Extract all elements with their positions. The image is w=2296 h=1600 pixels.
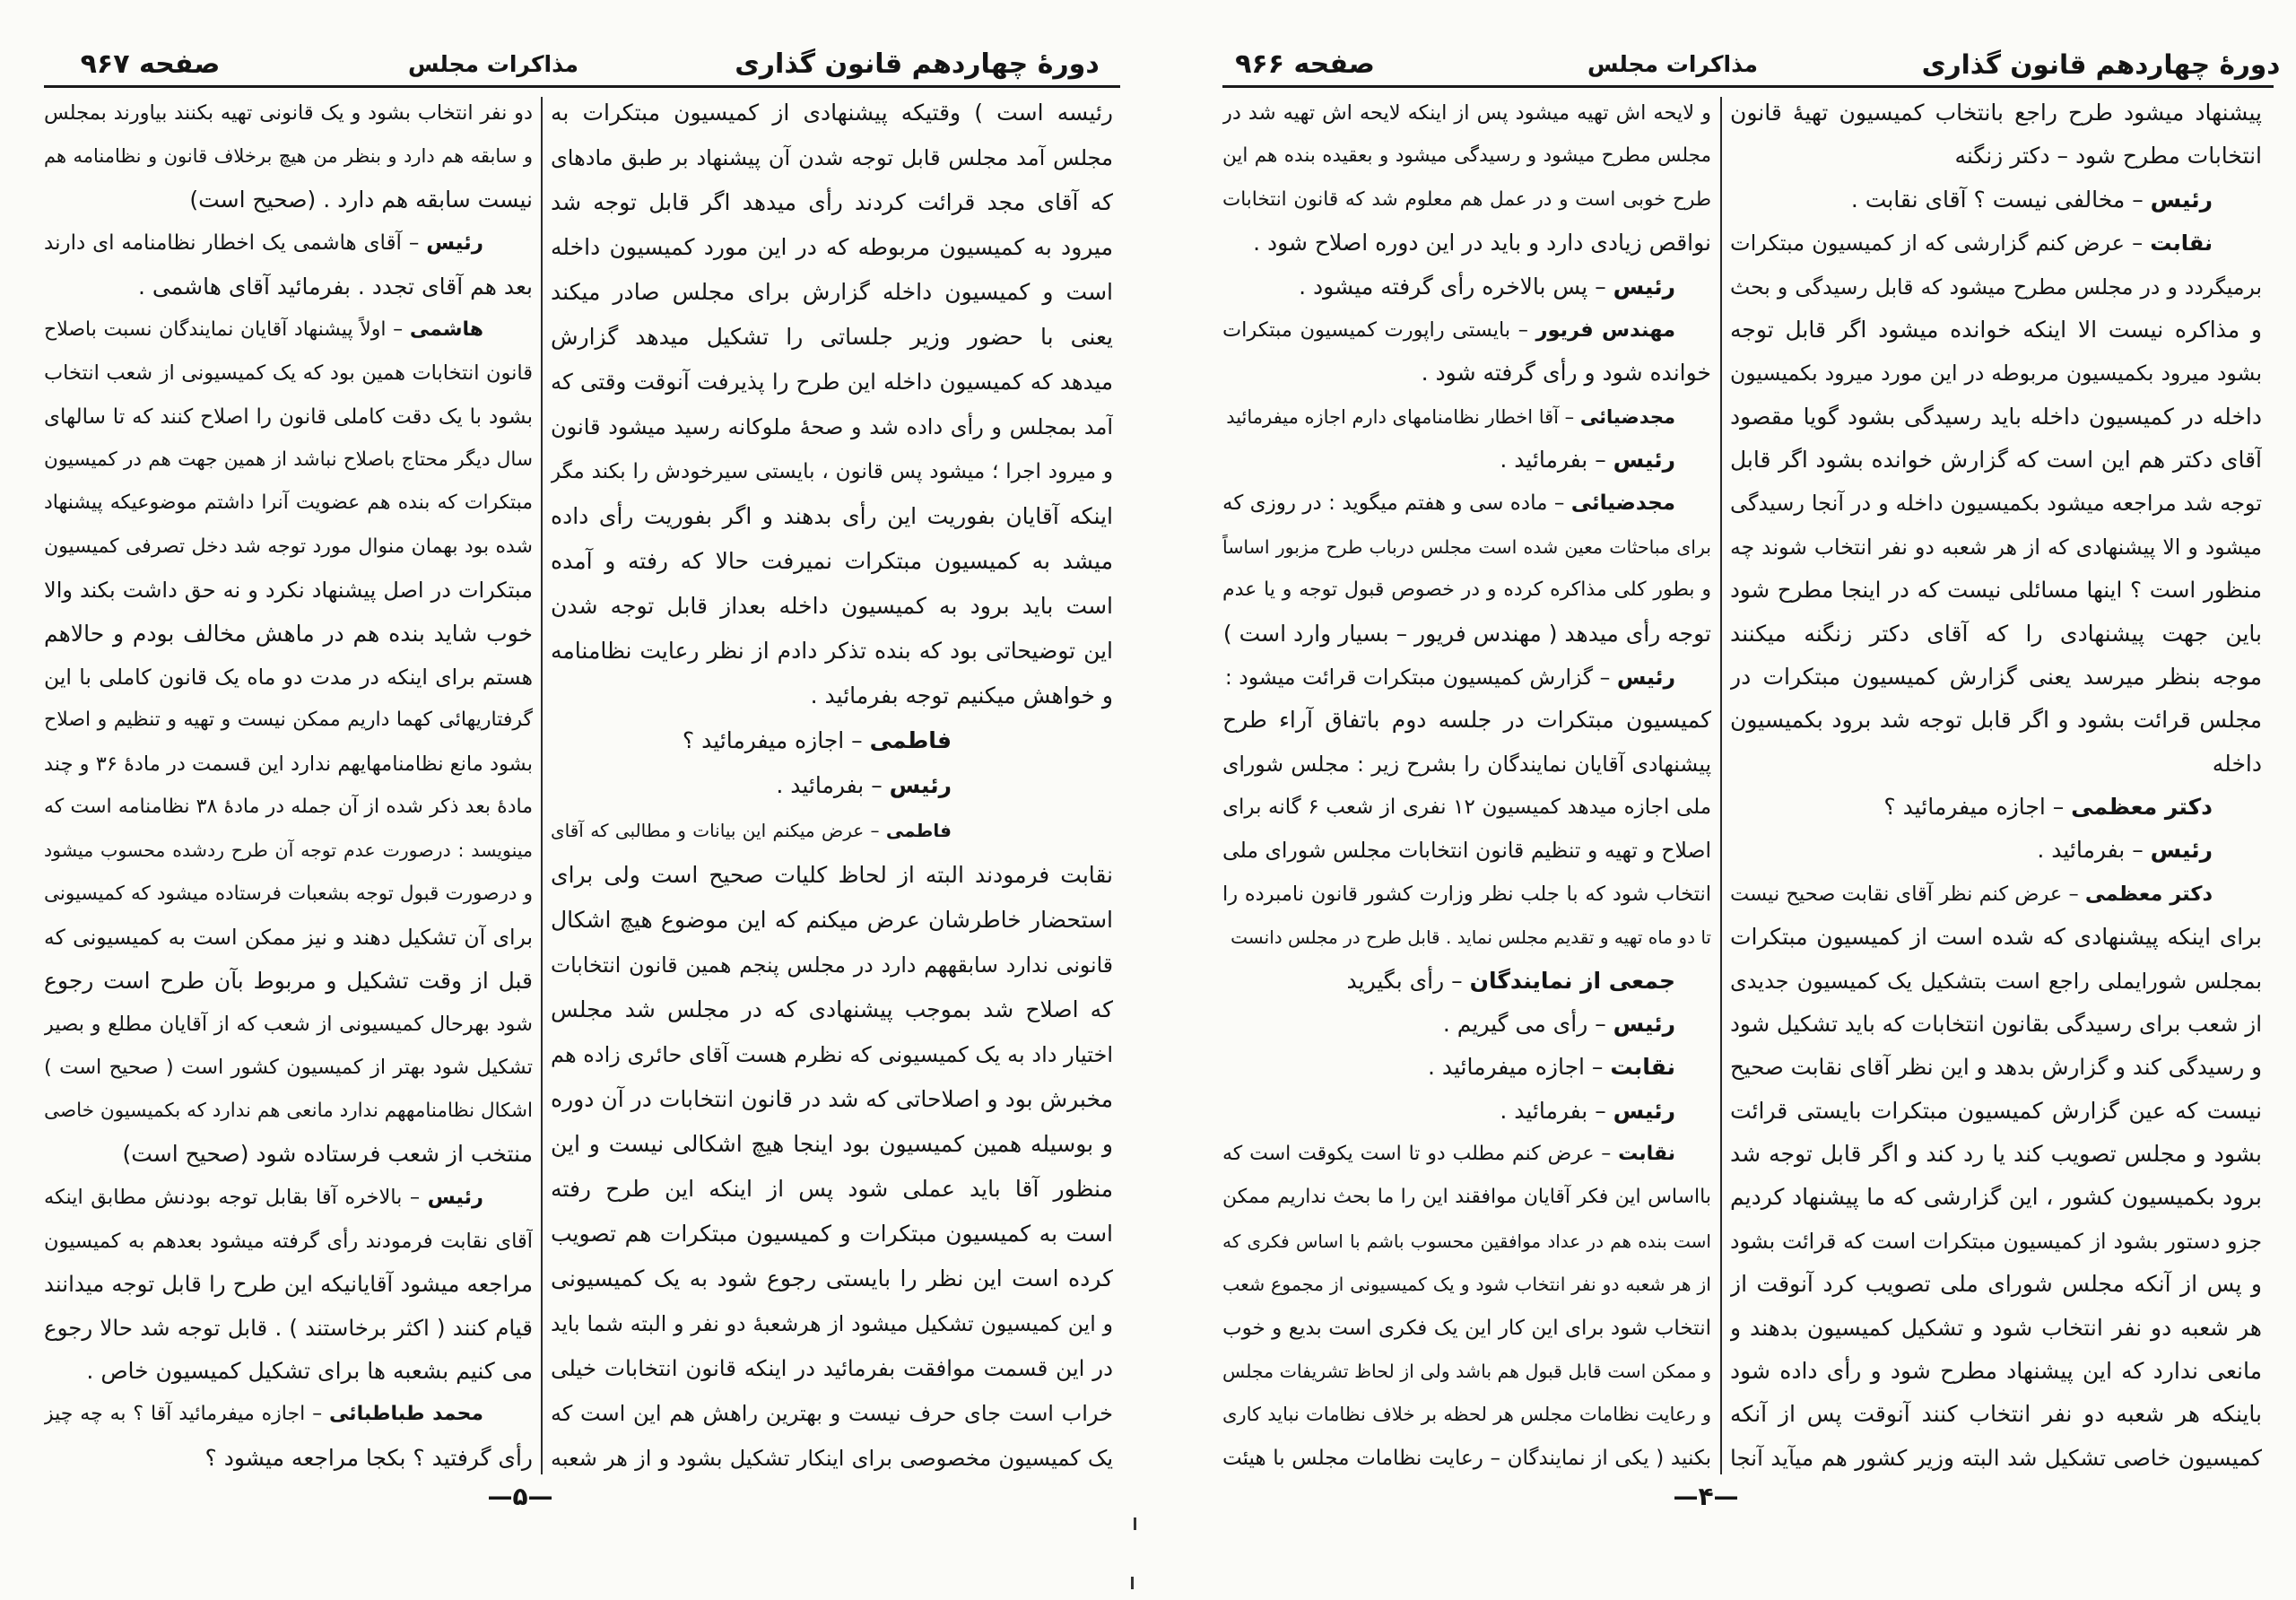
text-line: انتخاب شود برای این کار این یک فکری است بدیع و خوب — [1222, 1316, 1711, 1340]
text-line: و لایحه اش تهیه میشود پس از اینکه لایحه اش تهیه شد در — [1222, 101, 1711, 125]
text-line: داخله در کمیسیون داخله باید رسیدگی بشود گویا مقصود — [1730, 403, 2262, 430]
text-line: خوب شاید بنده هم در ماهش مخالف بودم و حالاهم — [44, 620, 533, 647]
speaker-name: دکتر معظمی — [2071, 794, 2213, 820]
text-line: بشود میرود بکمیسیون مربوطه در این مورد میرود بکمیسیون — [1730, 361, 2262, 387]
text-line: بشود و مجلس تصویب کند یا رد کند و اگر قابل توجه شد — [1730, 1141, 2262, 1167]
text-line: نیست که عین گزارش کمیسیون مبتکرات بایستی قرائت — [1730, 1097, 2262, 1124]
text-line: انتخاب شود که با جلب نظر وزارت کشور قانون نامبرده را — [1222, 882, 1711, 906]
text-line: آمد بمجلس و رأی داده شد و صحهٔ ملوکانه رسید میشود قانون — [551, 414, 1113, 439]
text-line: از هر شعبه دو نفر انتخاب شود و یک کمیسیونی از مجموع شعب — [1222, 1274, 1711, 1296]
text-line: میشود و الا پیشنهادی که از هر شعبه دو نفر انتخاب شوند چه — [1730, 534, 2262, 560]
text-line: باینکه هر شعبه دو نفر انتخاب کنند آنوقت پس از آنکه — [1730, 1401, 2262, 1428]
speaker-name: مجدضیائی — [1579, 405, 1675, 428]
text-line: اینکه آقایان بفوریت این رأی بدهند و اگر بفوریت رأی داده — [551, 503, 1113, 529]
text-line: و پس از آنکه مجلس شورای ملی تصویب کرد آنوقت از — [1730, 1271, 2262, 1298]
text-line: طرح خوبی است و در عمل هم معلوم شد که قانون انتخابات — [1222, 187, 1711, 211]
speech-text: – آقای هاشمی یک اخطار نظامنامه ای دارند — [44, 231, 420, 256]
text-line: مبتکرات که بنده هم عضویت آنرا داشتم موضوعیکه پیشنهاد — [44, 491, 533, 515]
text-line: است باید برود به کمیسیون داخله بعداز قابل توجه شدن — [551, 593, 1113, 619]
speaker-name: رئیس — [2150, 837, 2213, 864]
text-line: قانون انتخابات همین بود که یک کمیسیونی از شعب انتخاب — [44, 361, 533, 386]
text-line: مادهٔ بعد ذکر شده از آن جمله در مادهٔ ۳۸ نظامنامه است که — [44, 796, 533, 818]
text-line: بشود مانع نظامنامهایهم ندارد این قسمت در مادهٔ ۳۶ و چند — [44, 752, 533, 776]
speech-text: – اجازه میفرمائید . — [1427, 1054, 1604, 1081]
text-line: و مذاکره نیست الا اینکه خوانده میشود اگر قابل توجه — [1730, 316, 2262, 343]
speech-line — [1222, 487, 1711, 519]
text-line: توجه شد مراجعه میشود بکمیسیون داخله و در آنجا رسیدگی — [1730, 491, 2262, 517]
text-line: گرفتاریهائی کهما داریم ممکن نیست و تهیه و تنظیم و اصلاح — [44, 709, 533, 732]
text-line: انتخابات مطرح شود – دکتر زنگنه — [1954, 143, 2262, 170]
text-line: آقای نقابت فرمودند رأی گرفته میشود بعدهم به کمیسیون — [44, 1229, 533, 1253]
text-line: مینویسد : درصورت عدم توجه آن طرح ردشده محسوب میشود — [44, 839, 533, 862]
text-line: این توضیحاتی بود که بنده تذکر دادم از نظر رعایت نظامنامه — [551, 638, 1113, 664]
speaker-name: رئیس — [2150, 186, 2213, 213]
speech-text: – ماده سی و هفتم میگوید : در روزی که — [1222, 491, 1565, 516]
speech-line — [1222, 314, 1711, 346]
text-line: از شعب برای رسیدگی بقانون انتخابات که باید تشکیل شود — [1730, 1010, 2262, 1037]
text-line: منتخب از شعب فرستاده شود (صحیح است) — [122, 1141, 533, 1167]
text-line: منظور آقا باید عملی شود پس از اینکه این طرح رفته — [551, 1176, 1113, 1202]
speaker-name: مهندس فریور — [1535, 317, 1676, 342]
speaker-name: رئیس — [1613, 1097, 1675, 1124]
speech-line — [551, 725, 1113, 757]
running-title: مذاکرات مجلس — [408, 51, 578, 77]
speaker-name: رئیس — [1613, 1010, 1675, 1037]
speech-line — [1730, 791, 2262, 823]
text-line: مراجعه میشود آقایانیکه این طرح را قابل توجه میدانند — [44, 1271, 533, 1298]
text-line: نیست سابقه هم دارد . (صحیح است) — [189, 186, 533, 213]
speech-line — [1222, 965, 1711, 997]
speech-line — [1222, 661, 1711, 693]
text-line: است به کمیسیون مبتکرات و کمیسیون مبتکرات هم تصویب — [551, 1221, 1113, 1247]
text-line: بکنید ( یکی از نمایندگان – رعایت نظامات مجلس با هیئت — [1222, 1446, 1711, 1470]
text-line: و رعایت نظامات مجلس هر لحظه بر خلاف نظامات نباید کاری — [1222, 1404, 1711, 1426]
text-line: است بنده هم در عداد موافقین محسوب باشم با اساس فکری که — [1222, 1230, 1711, 1252]
speech-line — [1222, 1008, 1711, 1040]
text-line: شود بهرحال کمیسیونی از شعب که از آقایان مطلع و بصیر — [44, 1012, 533, 1036]
speaker-name: رئیس — [427, 1186, 483, 1210]
text-line: و درصورت قبول توجه بشعبات فرستاده میشود که کمیسیونی — [44, 882, 533, 905]
speech-line — [551, 770, 1113, 802]
speech-line — [551, 814, 1113, 847]
text-line: رئیسه است ) وقتیکه پیشنهادی از کمیسیون مبتکرات به — [551, 100, 1113, 126]
text-column-right — [551, 97, 1113, 1474]
text-line: است و کمیسیون داخله گزارش برای مجلس صادر میکند — [551, 279, 1113, 305]
text-column-right — [1730, 97, 2262, 1474]
speech-line — [1222, 1051, 1711, 1083]
text-line: و این کمیسیون تشکیل میشود از هرشعبهٔ دو نفر و البته شما باید — [551, 1311, 1113, 1336]
text-line: نقابت فرمودند البته از لحاظ کلیات صحیح است ولی برای — [551, 862, 1113, 888]
text-line: توجه رأی میدهد ( مهندس فریور – بسیار وارد است ) — [1222, 620, 1711, 647]
binding-mark — [1131, 1577, 1134, 1589]
speech-line — [1222, 401, 1711, 433]
column-divider — [1720, 97, 1722, 1474]
text-line: پیشنهادی آقایان نمایندگان را بشرح زیر : مجلس شورای — [1222, 751, 1711, 777]
text-line: برای آن تشکیل دهند و نیز ممکن است به کمیسیونی که — [44, 925, 533, 951]
page-footer-number: —۴— — [1673, 1482, 1739, 1511]
text-line: داخله — [2212, 750, 2262, 777]
speaker-name: رئیس — [426, 231, 484, 256]
text-line: موجه بنظر میرسد یعنی گزارش کمیسیون مبتکرات در — [1730, 663, 2262, 690]
header-rule — [44, 85, 1120, 88]
speech-line — [1730, 227, 2262, 259]
text-line: و میرود اجرا ؛ میشود پس قانون ، بایستی سیرخودش را بکند مگر — [551, 460, 1113, 483]
speech-line — [1222, 271, 1711, 303]
text-line: مجلس مطرح میشود و رسیدگی میشود و بعقیده بنده هم این — [1222, 144, 1711, 168]
page-footer-number: —۵— — [487, 1482, 553, 1511]
text-line: بعد هم آقای تجدد . بفرمائید آقای هاشمی . — [137, 273, 533, 300]
page-number-label: صفحه ۹۶۶ — [1235, 48, 1375, 80]
text-line: و بطور کلی مذاکره کرده و در خصوص قبول توجه و یا عدم — [1222, 578, 1711, 602]
text-line: میرود به کمیسیون مربوطه که در این مورد کمیسیون داخله — [551, 234, 1113, 260]
session-title: دورهٔ چهاردهم قانون گذاری — [1921, 49, 2281, 80]
text-line: پیشنهاد میشود طرح راجع بانتخاب کمیسیون تهیهٔ قانون — [1730, 100, 2262, 126]
text-line: شده بود بهمان منوال مورد توجه شد دخل تصرفی کمیسیون — [44, 535, 533, 558]
speaker-name: فاطمی — [869, 727, 952, 753]
speech-text: – رأی می گیریم . — [1442, 1010, 1606, 1037]
text-line: قیام کنند ( اکثر برخاستند ) . قابل توجه شد حالا رجوع — [44, 1314, 533, 1341]
speech-line — [1730, 184, 2262, 216]
speech-line — [1222, 1095, 1711, 1127]
text-line: کمیسیون مبتکرات در جلسه دوم باتفاق آراء طرح — [1222, 707, 1711, 734]
text-line: میدهد که کمیسیون داخله این طرح را پذیرفت آنوقت وقتی که — [551, 369, 1113, 395]
speaker-name: دکتر معظمی — [2084, 882, 2213, 906]
text-line: خوانده شود و رأی گرفته شود . — [1421, 360, 1711, 387]
text-line: مبتکرات در اصل پیشنهاد نکرد و نه حق داشت بکند والا — [44, 578, 533, 604]
text-line: بمجلس شورایملی راجع است بتشکیل یک کمیسیون جدیدی — [1730, 968, 2262, 994]
speech-text: – رأی بگیرید — [1346, 967, 1463, 994]
text-line: برمیگردد و در مجلس مطرح میشود که قابل رسیدگی و بحث — [1730, 274, 2262, 300]
text-line: دو نفر انتخاب بشود و یک قانونی تهیه بکنند بیاورند بمجلس — [44, 101, 533, 125]
text-line: و سابقه هم دارد و بنظر من هیچ برخلاف قانون و نظامنامه هم — [44, 145, 533, 168]
text-column-left — [44, 97, 533, 1474]
text-column-left — [1222, 97, 1711, 1474]
session-title: دورهٔ چهاردهم قانون گذاری — [735, 48, 1100, 80]
speech-text: – پس بالاخره رأی گرفته میشود . — [1299, 273, 1606, 300]
speech-text: – اولاً پیشنهاد آقایان نمایندگان نسبت باصلاح — [44, 317, 404, 341]
text-line: و رسیدگی کند و گزارش بدهد و این نظر آقای نقابت صحیح — [1730, 1054, 2262, 1081]
speech-text: – بایستی راپورت کمیسیون مبتکرات — [1222, 317, 1528, 342]
text-line: در این قسمت موافقت بفرمائید در اینکه قانون انتخابات خیلی — [551, 1355, 1113, 1381]
text-line: منظور است ؟ اینها مسائلی نیست که در اینجا مطرح شود — [1730, 577, 2262, 604]
speech-text: – بفرمائید . — [776, 772, 883, 798]
speech-text: – عرض کنم نظر آقای نقابت صحیح نیست — [1730, 882, 2079, 906]
text-line: و بوسیله همین کمیسیون بود اینجا هیچ اشکالی نیست و این — [551, 1131, 1113, 1157]
text-line: که اصلاح شد بموجب پیشنهادی که در مجلس شد مجلس — [551, 996, 1113, 1022]
text-line: باین جهت پیشنهادی را که آقای دکتر زنگنه میکنند — [1730, 620, 2262, 647]
speech-text: – بفرمائید . — [1500, 1097, 1606, 1124]
text-line: سال دیگر محتاج باصلاح نباشد از همین جهت هم در کمیسیون — [44, 448, 533, 471]
speech-line — [44, 227, 533, 259]
speech-text: – اجازه میفرمائید ؟ — [682, 727, 863, 753]
speaker-name: نقابت — [1610, 1054, 1675, 1081]
text-line: خراب است جای حرف نیست و بهترین راهش هم این است که — [551, 1401, 1113, 1426]
text-line: مانعی ندارد که این پیشنهاد مطرح شود و رأی داده شود — [1730, 1357, 2262, 1384]
text-line: یعنی با حضور وزیر جلساتی را تشکیل میدهد گزارش — [551, 324, 1113, 350]
text-line: یک کمیسیون مخصوصی برای اینکار تشکیل بشود و از هر شعبه — [551, 1446, 1113, 1471]
text-line: میشد به کمیسیون مبتکرات نمیرفت حالا که رفته و آمده — [551, 548, 1113, 574]
speech-text: – اجازه میفرمائید ؟ — [1883, 794, 2065, 820]
speech-line — [1730, 878, 2262, 910]
speaker-name: محمد طباطبائی — [329, 1403, 484, 1426]
column-divider — [541, 97, 543, 1474]
text-line: مجلس آمد مجلس قابل توجه شدن آن پیشنهاد بر طبق مادهای — [551, 145, 1113, 170]
speaker-name: جمعی از نمایندگان — [1469, 967, 1675, 994]
speech-text: – مخالفی نیست ؟ آقای نقابت . — [1850, 186, 2144, 213]
text-line: اشکال نظامنامههم ندارد مانعی هم ندارد که بکمیسیون خاصی — [44, 1099, 533, 1122]
text-line: آقای دکتر هم این است که گزارش خوانده بشود اگر قابل — [1730, 447, 2262, 473]
binding-mark — [1134, 1517, 1136, 1530]
speech-line — [44, 1181, 533, 1213]
speech-text: – عرض کنم مطلب دو تا است یکوقت است که — [1222, 1143, 1612, 1165]
text-line: می کنیم بشعبه ها برای تشکیل کمیسیون خاص . — [86, 1357, 533, 1384]
page-number-label: صفحه ۹۶۷ — [80, 48, 221, 80]
speech-line — [44, 1398, 533, 1430]
text-line: تا دو ماه تهیه و تقدیم مجلس نماید . قابل طرح در مجلس دانست — [1231, 926, 1711, 949]
text-line: رأی گرفتید ؟ بکجا مراجعه میشود ؟ — [204, 1444, 533, 1471]
text-line: جزو دستور بشود از کمیسیون مبتکرات است که قرائت بشود — [1730, 1228, 2262, 1254]
speech-text: – بفرمائید . — [2037, 837, 2144, 864]
speech-line — [1730, 834, 2262, 866]
speaker-name: مجدضیائی — [1570, 491, 1676, 516]
text-line: هستم برای اینکه در مدت دو ماه یک قانون کاملی با این — [44, 664, 533, 690]
text-line: و ممکن است قابل قبول هم باشد ولی از لحاظ تشریفات مجلس — [1222, 1360, 1711, 1382]
speech-text: – آقا اخطار نظامنامهای دارم اجازه میفرمائید — [1226, 405, 1575, 428]
text-line: تشکیل شود بهتر از کمیسیون کشور است ( صحیح است ) — [44, 1056, 533, 1080]
text-line: بشود با یک دقت کاملی قانون را اصلاح کنند که تا سالهای — [44, 404, 533, 429]
speech-text: – بفرمائید . — [1500, 447, 1606, 473]
speaker-name: هاشمی — [409, 317, 483, 341]
text-line: استحضار خاطرشان عرض میکنم که این موضوع هیچ اشکال — [551, 907, 1113, 933]
speaker-name: رئیس — [1613, 447, 1675, 473]
text-line: هر شعبه دو نفر انتخاب شود و تشکیل کمیسیون بدهند و — [1730, 1314, 2262, 1341]
text-line: مخبرش بود و اصلاحاتی که شد در قانون انتخابات در آن دوره — [551, 1086, 1113, 1112]
speaker-name: رئیس — [1613, 273, 1675, 300]
text-line: قبل از وقت تشکیل و مربوط بآن طرح است رجوع — [44, 967, 533, 994]
speaker-name: رئیس — [889, 772, 952, 798]
speech-text: – عرض کنم گزارشی که از کمیسیون مبتکرات — [1730, 230, 2144, 257]
speaker-name: رئیس — [1616, 664, 1675, 690]
text-line: بااساس این فکر آقایان موافقند این را ما بحث نداریم ممکن — [1222, 1186, 1711, 1209]
text-line: نواقص زیادی دارد و باید در این دوره اصلاح شود . — [1253, 230, 1711, 257]
text-line: و خواهش میکنیم توجه بفرمائید . — [810, 683, 1113, 709]
text-line: کمیسیون خاصی تشکیل شد البته وزیر کشور هم میآید آنجا — [1730, 1444, 2262, 1471]
speaker-name: نقابت — [2150, 230, 2213, 257]
speech-line — [1222, 1138, 1711, 1170]
running-title: مذاکرات مجلس — [1587, 51, 1758, 77]
header-rule — [1222, 85, 2274, 88]
text-line: قانونی ندارد سابقههم دارد در مجلس پنجم همین قانون انتخابات — [551, 952, 1113, 978]
text-line: مجلس قرائت بشود و اگر قابل توجه شد برود بکمیسیون — [1730, 707, 2262, 734]
speaker-name: نقابت — [1618, 1143, 1676, 1165]
text-line: برای اینکه پیشنهادی که شده است از کمیسیون مبتکرات — [1730, 924, 2262, 951]
speech-line — [44, 314, 533, 346]
speaker-name: فاطمی — [885, 820, 952, 841]
text-line: کرده است این نظر را بایستی رجوع شود به یک کمیسیونی — [551, 1265, 1113, 1291]
speech-text: – گزارش کمیسیون مبتکرات قرائت میشود : — [1224, 664, 1611, 690]
text-line: اختیار داد به یک کمیسیونی که نظرم هست آقای حائری زاده هم — [551, 1042, 1113, 1067]
text-line: برود بکمیسیون کشور ، این گزارشی که ما پیشنهاد کردیم — [1730, 1184, 2262, 1211]
speech-line — [1222, 444, 1711, 476]
text-line: ملی اجازه میدهد کمیسیون ۱۲ نفری از شعب ۶ گانه برای — [1222, 796, 1711, 819]
text-line: اصلاح و تهیه و تنظیم قانون انتخابات مجلس شورای ملی — [1222, 838, 1711, 864]
text-line: که آقای مجد قرائت کردند رأی میدهد اگر قابل توجه شد — [551, 189, 1113, 215]
speech-text: – اجازه میفرمائید آقا ؟ به چه چیز — [44, 1403, 323, 1426]
text-line: برای مباحثات معین شده است مجلس درباب طرح مزبور اساساً — [1222, 535, 1711, 558]
speech-text: – بالاخره آقا بقابل توجه بودنش مطابق اینکه — [44, 1186, 421, 1210]
speech-text: – عرض میکنم این بیانات و مطالبی که آقای — [551, 820, 880, 841]
